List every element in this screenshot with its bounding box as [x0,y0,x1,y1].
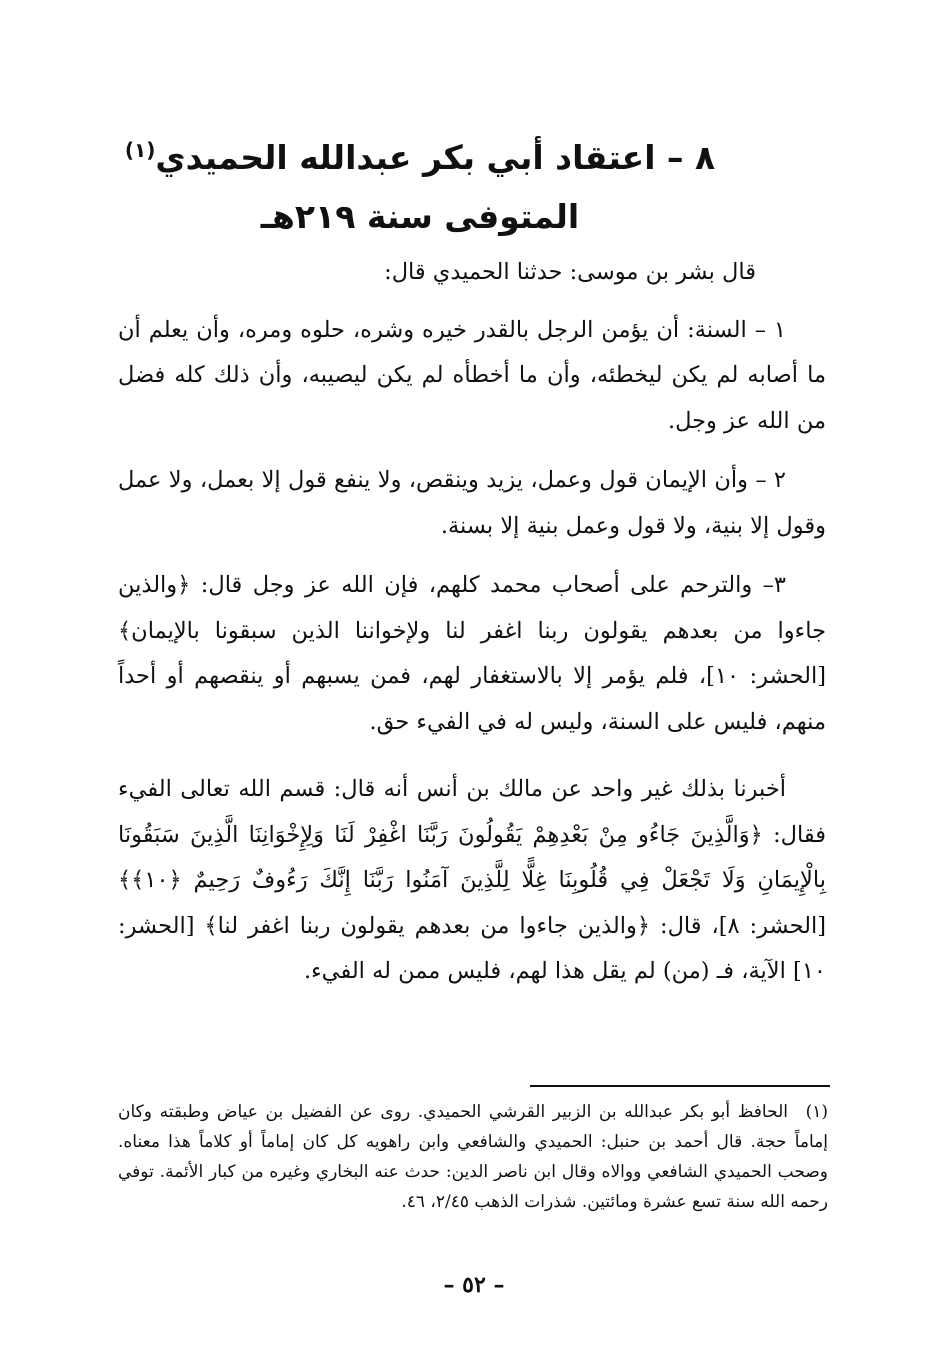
footnote-divider [530,1085,830,1087]
paragraph-4: أخبرنا بذلك غير واحد عن مالك بن أنس أنه قال: قسم الله تعالى الفيء فقال: ﴿وَالَّذِينَ جَاءُو مِنْ بَعْدِهِمْ يَقُولُونَ رَبَّنَا اغْفِرْ لَنَا وَلِإِخْوَانِنَا الَّذِينَ سَبَقُونَا بِالْإِيمَانِ وَلَا تَجْعَلْ فِي قُلُوبِنَا غِلًّا لِلَّذِينَ آمَنُوا رَبَّنَا إِنَّكَ رَءُوفٌ رَحِيمٌ ﴿١٠﴾﴾ [الحشر: ٨]، قال: ﴿والذين جاءوا من بعدهم يقولون ربنا اغفر لنا﴾ [الحشر: ١٠] الآية، فـ (من) لم يقل هذا لهم، فليس ممن له الفيء. [118,776,826,984]
heading-footnote-marker[interactable]: (١) [124,138,156,162]
page-number: – ٥٢ – [443,1272,505,1298]
footnote-1 [118,1097,828,1217]
chapter-heading [120,120,720,246]
paragraph-1: ١ – السنة: أن يؤمن الرجل بالقدر خيره وشره، حلوه ومره، وأن يعلم أن ما أصابه لم يكن ليخطئه، وأن ما أخطأه لم يكن ليصيبه، وأن ذلك كله فضل من الله عز وجل. [118,316,826,434]
footnotes [118,1097,828,1217]
paragraph-3: ٣– والترحم على أصحاب محمد كلهم، فإن الله عز وجل قال: ﴿والذين جاءوا من بعدهم يقولون ربنا اغفر لنا ولإخواننا الذين سبقونا بالإيمان﴾ [الحشر: ١٠]، فلم يؤمر إلا بالاستغفار لهم، فمن يسبهم أو ينقصهم أو أحداً منهم، فليس على السنة، وليس له في الفيء حق. [118,572,826,735]
heading-line-2: المتوفى سنة ٢١٩هـ [260,197,580,236]
footnote-number: (١) [805,1102,828,1122]
intro-line: قال بشر بن موسى: حدثنا الحميدي قال: [384,259,756,285]
footnote-text: الحافظ أبو بكر عبدالله بن الزبير القرشي الحميدي. روى عن الفضيل بن عياض وطبقته وكان إماماً حجة. قال أحمد بن حنبل: الحميدي والشافعي وابن راهويه كل كان إماماً أو كلاماً هذا معناه. وصحب الحميدي الشافعي ووالاه وقال ابن ناصر الدين: حدث عنه البخاري وغيره من كبار الأئمة. توفي رحمه الله سنة تسع عشرة ومائتين. شذرات الذهب ٢/٤٥، ٤٦. [118,1102,828,1212]
heading-line-1 [120,120,720,188]
paragraph-2: ٢ – وأن الإيمان قول وعمل، يزيد وينقص، ولا ينفع قول إلا بعمل، ولا عمل وقول إلا بنية، ولا قول وعمل بنية إلا بسنة. [118,467,826,539]
main-text [118,250,826,1009]
heading-title: ٨ – اعتقاد أبي بكر عبدالله الحميدي [155,138,716,177]
